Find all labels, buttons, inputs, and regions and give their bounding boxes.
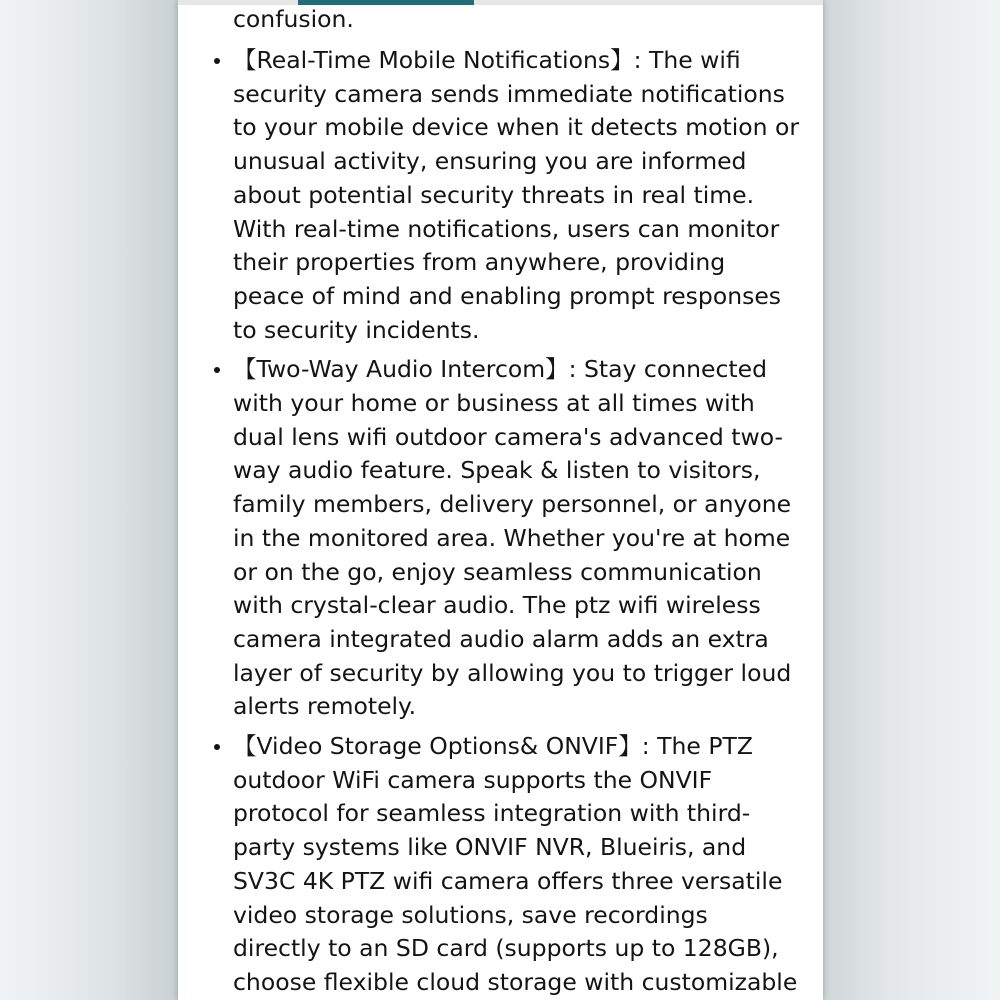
feature-list — [178, 44, 823, 1000]
bullet-dot-icon — [214, 367, 220, 373]
feature-text-line: With real-time notifications, users can monitor — [233, 214, 780, 243]
feature-text-line: video storage solutions, save recordings — [233, 900, 708, 929]
feature-text-line: layer of security by allowing you to trigger loud — [233, 658, 792, 687]
feature-text-line: with your home or business at all times with — [233, 389, 755, 418]
feature-text-line: party systems like ONVIF NVR, Blueiris, and — [233, 833, 747, 862]
feature-item-notifications — [178, 44, 823, 347]
feature-text-line: way audio feature. Speak & listen to visitors, — [233, 456, 761, 485]
feature-text-line: peace of mind and enabling prompt responses — [233, 281, 782, 310]
bullet-dot-icon — [214, 58, 220, 64]
feature-text-line: security camera sends immediate notifications — [233, 79, 785, 108]
feature-text-line: 【Video Storage Options& ONVIF】: The PTZ — [233, 732, 753, 761]
bullet-dot-icon — [214, 744, 220, 750]
feature-text-line: 【Real-Time Mobile Notifications】: The wifi — [233, 46, 741, 74]
feature-text-line: SV3C 4K PTZ wifi camera offers three versatile — [233, 866, 783, 895]
feature-text-line: in the monitored area. Whether you're at home — [233, 523, 791, 552]
feature-item-video-storage — [178, 730, 823, 1000]
continuation-text: confusion. — [233, 5, 354, 33]
feature-text-line: 【Two-Way Audio Intercom】: Stay connected — [233, 355, 767, 384]
feature-text-line: to your mobile device when it detects motion or — [233, 113, 800, 142]
backdrop-right — [822, 0, 1000, 1000]
feature-text-line: about potential security threats in real time. — [233, 180, 755, 209]
feature-text-line: choose flexible cloud storage with customizable — [233, 967, 798, 996]
feature-text-line: outdoor WiFi camera supports the ONVIF — [233, 765, 713, 794]
feature-text-line: directly to an SD card (supports up to 128GB), — [233, 934, 779, 963]
feature-text-line: family members, delivery personnel, or anyone — [233, 490, 792, 519]
backdrop-left — [0, 0, 178, 1000]
feature-text-line: dual lens wifi outdoor camera's advanced two- — [233, 422, 784, 451]
feature-text-line: to security incidents. — [233, 315, 480, 344]
feature-text-line: alerts remotely. — [233, 692, 417, 721]
feature-text-line: or on the go, enjoy seamless communication — [233, 557, 762, 586]
feature-text-line: protocol for seamless integration with third- — [233, 799, 751, 828]
feature-item-two-way-audio — [178, 353, 823, 724]
product-description-page[interactable] — [178, 0, 823, 1000]
feature-text-line: unusual activity, ensuring you are informed — [233, 147, 747, 176]
feature-text-line: their properties from anywhere, providing — [233, 248, 726, 277]
feature-text-line: camera integrated audio alarm adds an extra — [233, 624, 769, 653]
feature-text-line: with crystal-clear audio. The ptz wifi wireless — [233, 591, 761, 620]
